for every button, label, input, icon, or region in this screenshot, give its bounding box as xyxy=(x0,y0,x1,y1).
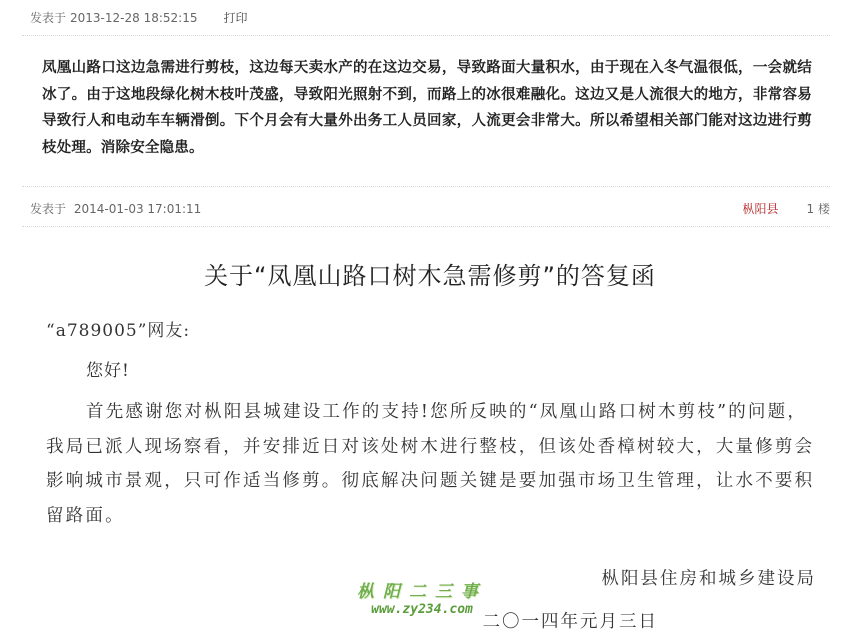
print-link[interactable]: 打印 xyxy=(223,11,248,25)
letter-salutation: “a789005”网友: xyxy=(46,321,191,341)
floor-number: 1 楼 xyxy=(806,202,830,216)
post-datetime: 2013-12-28 18:52:15 xyxy=(70,10,198,25)
post-date-prefix: 发表于 xyxy=(30,11,67,25)
letter-date: 二〇一四年元月三日 xyxy=(482,612,658,632)
reply-author-link[interactable]: 枞阳县 xyxy=(742,202,779,216)
letter-title: 关于“凤凰山路口树木急需修剪”的答复函 xyxy=(204,262,656,290)
post-body-text: 凤凰山路口这边急需进行剪枝，这边每天卖水产的在这边交易，导致路面大量积水，由于现在入冬气温很低，一会就结冰了。由于这地段绿化树木枝叶茂盛，导致阳光照射不到，而路上的冰很难融化。这边又是人流很大的地方，非常容易导致行人和电动车车辆滑倒。下个月会有大量外出务工人员回家，人流更会非常大。所以希望相关部门能对这边进行剪枝处理。消除安全隐患。 xyxy=(42,60,812,156)
reply-datetime: 2014-01-03 17:01:11 xyxy=(73,202,202,216)
letter-body: 首先感谢您对枞阳县城建设工作的支持!您所反映的“凤凰山路口树木剪枝”的问题，我局已派人现场察看，并安排近日对该处树木进行整枝，但该处香樟树较大，大量修剪会影响城市景观，只可作适当修剪。彻底解决问题关键是要加强市场卫生管理，让水不要积留路面。 xyxy=(46,402,815,526)
letter-greeting: 您好! xyxy=(86,361,130,381)
letter-signer: 枞阳县住房和城乡建设局 xyxy=(601,569,816,589)
watermark-name: 枞阳二三事 xyxy=(357,582,487,602)
watermark-url: www.zy234.com xyxy=(371,602,473,617)
reply-date-prefix: 发表于 xyxy=(30,202,67,216)
